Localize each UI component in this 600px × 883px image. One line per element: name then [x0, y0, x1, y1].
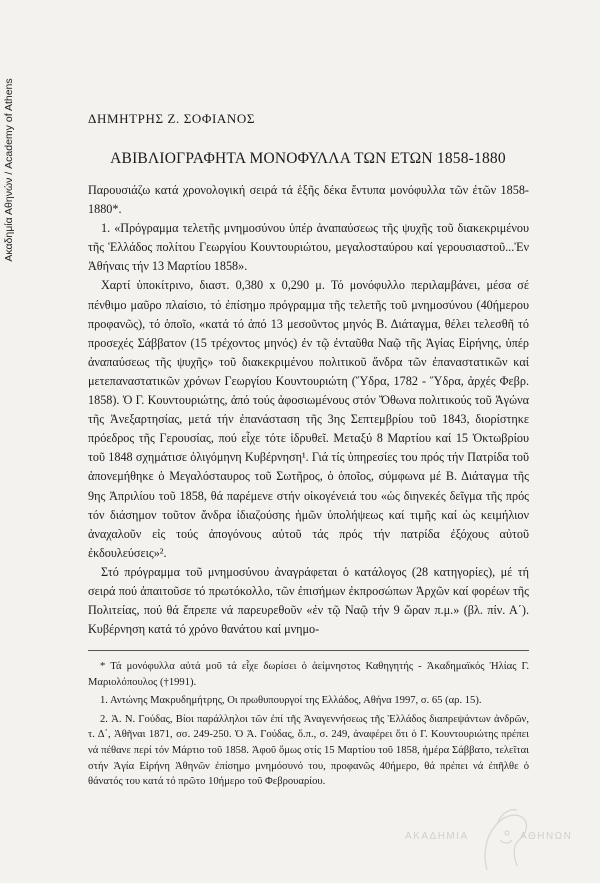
article-title: ΑΒΙΒΛΙΟΓΡΑΦΗΤΑ ΜΟΝΟΦΥΛΛΑ ΤΩΝ ΕΤΩΝ 1858-1880	[110, 150, 506, 167]
footnote-1: 1. Αντώνης Μακρυδημήτρης, Οι πρωθυπουργοί της Ελλάδος, Αθήνα 1997, σ. 65 (αρ. 15).	[100, 695, 482, 707]
archive-side-label-text: Ακαδημία Αθηνών / Academy of Athens	[3, 78, 15, 262]
footnote-divider	[88, 650, 529, 651]
item-1-programme: Στό πρόγραμμα τοῦ μνημοσύνου ἀναγράφεται ὁ κατάλογος (28 κατηγορίες), μέ τή σειρά πού ἀπαιτοῦσε τό πρωτόκολλο, τῶν ἐπισήμων ἐκπροσώπων Ἀρχῶν καί φορέων τῆς Πολιτείας, πού θά ἔπρεπε νά παρευρεθοῦν «ἐν τῷ Ναῷ τήν 9 ὥραν π.μ.» (βλ. πίν. Α΄). Κυβέρνηση κατά τό χρόνο θανάτου καί μνημο-	[88, 564, 529, 637]
footnote-2: 2. Ἀ. Ν. Γούδας, Βίοι παράλληλοι τῶν ἐπί τῆς Ἀναγεννήσεως τῆς Ἑλλάδος διαπρεψάντων ἀνδρῶν, τ. Δ΄, Ἀθῆναι 1871, σσ. 249-250. Ὁ Ἀ. Γούδας, ὅ.π., σ. 249, ἀναφέρει ὅτι ὁ Γ. Κουντουριώτης πρέπει νά πέθανε περί τόν Μάρτιο τοῦ 1858. Ἀφοῦ ὅμως στίς 15 Μαρτίου τοῦ 1858, ἡμέρα Σάββατο, τελεῖται στήν Ἁγία Εἰρήνη Ἀθηνῶν ἐπίσημο μνημόσυνό του, προφανῶς 40ήμερο, θά πρέπει νά ἐπῆλθε ὁ θάνατός του κατά τό πρῶτο 10ήμερο τοῦ Φεβρουαρίου.	[88, 713, 529, 788]
intro-paragraph: Παρουσιάζω κατά χρονολογική σειρά τά ἑξῆς δέκα ἔντυπα μονόφυλλα τῶν ἐτῶν 1858-1880*.	[88, 183, 529, 217]
academy-watermark	[405, 800, 595, 880]
item-1-heading: 1. «Πρόγραμμα τελετῆς μνημοσύνου ὑπέρ ἀναπαύσεως τῆς ψυχῆς τοῦ διακεκριμένου τῆς Ἑλλάδος πολίτου Γεωργίου Κουντουριώτου, μεγαλοσταύρου καί γερουσιαστοῦ...Ἐν Ἀθήναις τήν 13 Μαρτίου 1858».	[88, 221, 529, 274]
watermark-text-left: ΑΚΑΔΗΜΙΑ	[405, 831, 469, 842]
author-name: ΔΗΜΗΤΡΗΣ Ζ. ΣΟΦΙΑΝΟΣ	[88, 111, 256, 126]
footnotes	[88, 659, 529, 790]
athena-head-icon	[405, 800, 595, 880]
footnote-asterisk: * Τά μονόφυλλα αὐτά μοῦ τά εἶχε δωρίσει ὁ ἀείμνηστος Καθηγητής - Ἀκαδημαϊκός Ἠλίας Γ. Μαριολόπουλος (†1991).	[88, 661, 529, 688]
article-body	[88, 181, 529, 639]
item-1-description: Χαρτί ὑποκίτρινο, διαστ. 0,380 x 0,290 μ. Τό μονόφυλλο περιλαμβάνει, μέσα σέ πένθιμο μαῦρο πλαίσιο, τό ἐπίσημο πρόγραμμα τῆς τελετῆς τοῦ μνημοσύνου (40ήμερου προφανῶς), τό ὁποῖο, «κατά τό ἀπό 13 μεσοῦντος μηνός Β. Διάταγμα, θέλει τελεσθῆ τό προσεχές Σάββατον (15 τρέχοντος μηνός) ἐν τῷ ἐνταῦθα Ναῷ τῆς Ἁγίας Εἰρήνης, ὑπέρ ἀναπαύσεως τῆς ψυχῆς» τοῦ διακεκριμένου πολιτικοῦ ἄνδρα τῶν ἐπαναστατικῶν καί μετεπαναστατικῶν χρόνων Γεωργίου Κουντουριώτη (Ὕδρα, 1782 - Ὕδρα, ἀρχές Φεβρ. 1858). Ὁ Γ. Κουντουριώτης, ἀπό τούς ἀφοσιωμένους στόν Ὄθωνα πολιτικούς τοῦ Ἀγώνα τῆς Ἀνεξαρτησίας, μετά τήν ἐπανάσταση τῆς 3ης Σεπτεμβρίου τοῦ 1843, διορίστηκε πρόεδρος τῆς Γερουσίας, πού εἶχε τότε ἱδρυθεῖ. Μεταξύ 8 Μαρτίου καί 15 Ὀκτωβρίου τοῦ 1848 σχημάτισε ὀλιγόμηνη Κυβέρνηση¹. Γιά τίς ὑπηρεσίες του πρός τήν Πατρίδα τοῦ ἀπονεμήθηκε ὁ Μεγαλόσταυρος τοῦ Σωτῆρος, ὁ ὁποῖος, σύμφωνα μέ Β. Διάταγμα τῆς 9ης Ἀπριλίου τοῦ 1858, θά παρέμενε στήν οἰκογένειά του «ὡς διηνεκές δεῖγμα τῆς πρός τόν διάσημον τοῦτον ἄνδρα ἰδιαζούσης ἡμῶν ὑπολήψεως καί τιμῆς καί ὡς κειμήλιον ἀναχαλοῦν εἰς τούς ἀπογόνους αὐτοῦ τάς πρός τήν πατρίδα ἐξόχους αὐτοῦ ἐκδουλεύσεις»².	[88, 278, 529, 560]
archive-side-label	[2, 40, 16, 300]
watermark-text-right: ΑΘΗΝΩΝ	[520, 831, 573, 842]
